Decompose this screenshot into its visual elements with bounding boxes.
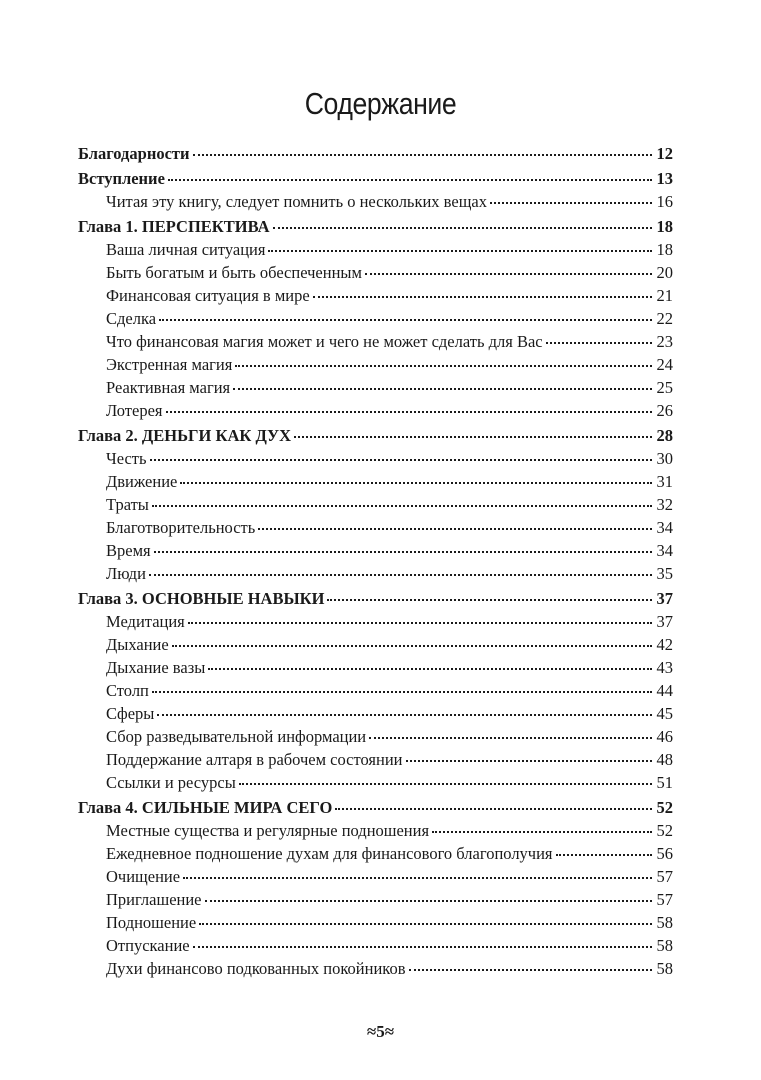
toc-entry-page: 18 — [656, 217, 673, 236]
toc-entry-page: 16 — [656, 192, 673, 211]
toc-section-entry — [78, 911, 673, 934]
dot-leader — [335, 806, 652, 810]
dot-leader — [546, 340, 652, 344]
toc-section-entry — [78, 447, 673, 470]
toc-entry-label: Духи финансово подкованных покойников — [106, 959, 406, 978]
toc-entry-page: 57 — [656, 890, 673, 909]
toc-entry-page: 58 — [656, 936, 673, 955]
toc-section-entry — [78, 284, 673, 307]
dot-leader — [193, 152, 652, 156]
page-number: ≈5≈ — [366, 1022, 395, 1041]
toc-entry-label: Благотворительность — [106, 518, 256, 537]
toc-entry-label: Дыхание — [106, 635, 169, 654]
toc-entry-label: Сбор разведывательной информации — [106, 727, 367, 746]
toc-entry-page: 12 — [656, 144, 673, 163]
toc-section-entry — [78, 819, 673, 842]
toc-entry-label: Сделка — [106, 309, 157, 328]
toc-section-entry — [78, 562, 673, 585]
toc-entry-label: Лотерея — [106, 401, 163, 420]
toc-entry-label: Траты — [106, 495, 149, 514]
toc-entry-page: 34 — [656, 518, 673, 537]
toc-section-entry — [78, 865, 673, 888]
toc-entry-label: Ссылки и ресурсы — [106, 773, 236, 792]
dot-leader — [154, 549, 652, 553]
dot-leader — [168, 177, 652, 181]
toc-entry-page: 37 — [656, 589, 673, 608]
dot-leader — [150, 457, 652, 461]
toc-entry-label: Читая эту книгу, следует помнить о нескольких вещах — [106, 192, 487, 211]
dot-leader — [193, 944, 652, 948]
toc-entry-page: 48 — [656, 750, 673, 769]
page-title: Содержание — [304, 86, 457, 121]
toc-entry-page: 22 — [656, 309, 673, 328]
toc-section-entry — [78, 934, 673, 957]
toc-entry-page: 30 — [656, 449, 673, 468]
toc-entry-page: 56 — [656, 844, 673, 863]
dot-leader — [313, 294, 652, 298]
dot-leader — [208, 666, 652, 670]
toc-section-entry — [78, 516, 673, 539]
toc-section-entry — [78, 261, 673, 284]
toc-section-entry — [78, 656, 673, 679]
toc-entry-label: Подношение — [106, 913, 197, 932]
toc-chapter-entry — [78, 424, 673, 447]
toc-entry-page: 42 — [656, 635, 673, 654]
toc-entry-label: Приглашение — [106, 890, 202, 909]
toc-entry-label: Движение — [106, 472, 178, 491]
toc-entry-page: 21 — [656, 286, 673, 305]
toc-entry-page: 43 — [656, 658, 673, 677]
toc-entry-label: Ваша личная ситуация — [106, 240, 266, 259]
toc-entry-label: Глава 4. СИЛЬНЫЕ МИРА СЕГО — [78, 798, 333, 817]
toc-entry-label: Дыхание вазы — [106, 658, 206, 677]
toc-section-entry — [78, 330, 673, 353]
toc-entry-label: Поддержание алтаря в рабочем состоянии — [106, 750, 403, 769]
dot-leader — [152, 503, 652, 507]
toc-section-entry — [78, 842, 673, 865]
table-of-contents — [78, 140, 673, 980]
toc-section-entry — [78, 307, 673, 330]
toc-section-entry — [78, 353, 673, 376]
dot-leader — [205, 898, 653, 902]
dot-leader — [188, 620, 652, 624]
dot-leader — [180, 480, 652, 484]
toc-section-entry — [78, 539, 673, 562]
toc-entry-page: 31 — [656, 472, 673, 491]
toc-entry-label: Реактивная магия — [106, 378, 231, 397]
toc-section-entry — [78, 190, 673, 213]
toc-entry-page: 13 — [656, 169, 673, 188]
toc-entry-label: Отпускание — [106, 936, 190, 955]
dot-leader — [369, 735, 652, 739]
toc-entry-label: Глава 1. ПЕРСПЕКТИВА — [78, 217, 270, 236]
toc-chapter-entry — [78, 142, 673, 165]
dot-leader — [166, 409, 652, 413]
toc-chapter-entry — [78, 796, 673, 819]
toc-entry-page: 44 — [656, 681, 673, 700]
toc-entry-label: Ежедневное подношение духам для финансового благополучия — [106, 844, 553, 863]
toc-entry-page: 24 — [656, 355, 673, 374]
toc-section-entry — [78, 633, 673, 656]
toc-entry-page: 57 — [656, 867, 673, 886]
toc-entry-page: 46 — [656, 727, 673, 746]
dot-leader — [149, 572, 652, 576]
toc-entry-page: 34 — [656, 541, 673, 560]
dot-leader — [294, 434, 652, 438]
toc-entry-label: Сферы — [106, 704, 155, 723]
toc-section-entry — [78, 702, 673, 725]
toc-entry-label: Вступление — [78, 169, 165, 188]
toc-chapter-entry — [78, 587, 673, 610]
toc-entry-page: 20 — [656, 263, 673, 282]
dot-leader — [406, 758, 652, 762]
toc-entry-page: 37 — [656, 612, 673, 631]
toc-section-entry — [78, 610, 673, 633]
toc-entry-page: 18 — [656, 240, 673, 259]
dot-leader — [432, 829, 652, 833]
dot-leader — [172, 643, 652, 647]
toc-entry-page: 26 — [656, 401, 673, 420]
toc-entry-label: Честь — [106, 449, 147, 468]
dot-leader — [239, 781, 652, 785]
toc-chapter-entry — [78, 167, 673, 190]
dot-leader — [556, 852, 652, 856]
toc-section-entry — [78, 679, 673, 702]
dot-leader — [365, 271, 652, 275]
toc-entry-page: 58 — [656, 959, 673, 978]
toc-entry-label: Местные существа и регулярные подношения — [106, 821, 430, 840]
dot-leader — [490, 200, 652, 204]
dot-leader — [327, 597, 652, 601]
toc-entry-page: 35 — [656, 564, 673, 583]
toc-entry-page: 28 — [656, 426, 673, 445]
dot-leader — [183, 875, 652, 879]
dot-leader — [235, 363, 652, 367]
toc-entry-label: Столп — [106, 681, 149, 700]
toc-section-entry — [78, 888, 673, 911]
toc-entry-page: 45 — [656, 704, 673, 723]
toc-section-entry — [78, 725, 673, 748]
toc-entry-page: 58 — [656, 913, 673, 932]
toc-entry-page: 52 — [656, 798, 673, 817]
toc-entry-label: Очищение — [106, 867, 181, 886]
toc-entry-page: 32 — [656, 495, 673, 514]
toc-chapter-entry — [78, 215, 673, 238]
toc-entry-label: Время — [106, 541, 151, 560]
toc-section-entry — [78, 957, 673, 980]
dot-leader — [268, 248, 652, 252]
toc-section-entry — [78, 376, 673, 399]
toc-entry-label: Благодарности — [78, 144, 190, 163]
toc-section-entry — [78, 493, 673, 516]
dot-leader — [199, 921, 652, 925]
toc-section-entry — [78, 470, 673, 493]
toc-entry-label: Глава 3. ОСНОВНЫЕ НАВЫКИ — [78, 589, 325, 608]
toc-section-entry — [78, 748, 673, 771]
dot-leader — [258, 526, 652, 530]
toc-entry-label: Медитация — [106, 612, 185, 631]
dot-leader — [157, 712, 652, 716]
toc-section-entry — [78, 771, 673, 794]
toc-entry-page: 52 — [656, 821, 673, 840]
toc-entry-label: Финансовая ситуация в мире — [106, 286, 310, 305]
toc-entry-page: 23 — [656, 332, 673, 351]
toc-section-entry — [78, 399, 673, 422]
toc-entry-page: 25 — [656, 378, 673, 397]
dot-leader — [159, 317, 652, 321]
dot-leader — [409, 967, 652, 971]
dot-leader — [152, 689, 652, 693]
toc-entry-label: Люди — [106, 564, 146, 583]
toc-entry-page: 51 — [656, 773, 673, 792]
dot-leader — [273, 225, 653, 229]
toc-entry-label: Что финансовая магия может и чего не может сделать для Вас — [106, 332, 543, 351]
dot-leader — [233, 386, 652, 390]
toc-section-entry — [78, 238, 673, 261]
toc-entry-label: Экстренная магия — [106, 355, 233, 374]
toc-entry-label: Быть богатым и быть обеспеченным — [106, 263, 362, 282]
toc-entry-label: Глава 2. ДЕНЬГИ КАК ДУХ — [78, 426, 292, 445]
